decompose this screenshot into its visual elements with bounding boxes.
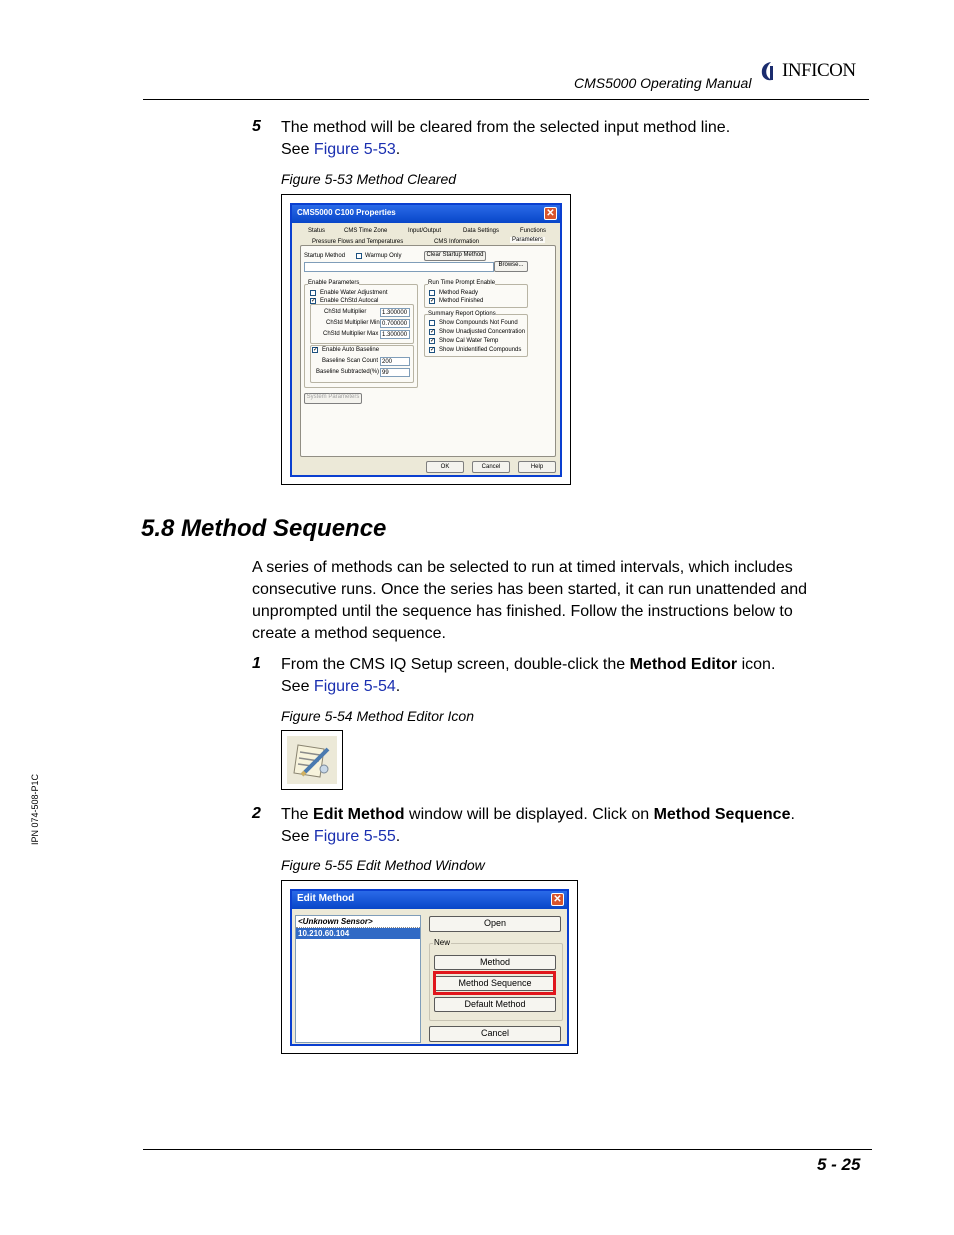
system-parameters-button[interactable]: System Parameters — [304, 393, 362, 404]
method-finished-checkbox[interactable]: ✓ — [430, 298, 436, 304]
figure-caption: Figure 5-54 Method Editor Icon — [281, 708, 474, 724]
footer-rule — [143, 1149, 872, 1150]
chstd-min-label: ChStd Multiplier Min — [326, 320, 380, 326]
list-item[interactable]: <Unknown Sensor> — [296, 916, 420, 928]
chstd-max-field[interactable]: 1.300000 — [380, 330, 410, 339]
method-sequence-bold: Method Sequence — [653, 806, 791, 823]
tab-functions[interactable]: Functions — [520, 228, 547, 234]
unadjusted-checkbox[interactable]: ✓ — [430, 329, 436, 335]
auto-baseline-checkbox[interactable]: ✓ — [313, 347, 319, 353]
cal-water-checkbox[interactable]: ✓ — [430, 338, 436, 344]
new-group-label: New — [434, 938, 451, 947]
section-heading: 5.8 Method Sequence — [141, 515, 387, 542]
inficon-logo-icon — [758, 60, 780, 82]
window-title: CMS5000 C100 Properties — [297, 208, 396, 217]
tab-time-zone[interactable]: CMS Time Zone — [344, 228, 388, 234]
chstd-label: Enable ChStd Autocal — [320, 298, 379, 304]
see-text: See — [281, 678, 314, 695]
step-number: 2 — [252, 805, 261, 822]
step-text-pre: From the CMS IQ Setup screen, double-click the — [281, 656, 630, 673]
open-button[interactable]: Open — [429, 916, 561, 932]
baseline-scan-label: Baseline Scan Count — [322, 358, 379, 364]
intro-line: create a method sequence. — [252, 625, 446, 642]
run-time-prompt-group — [424, 284, 528, 308]
close-icon[interactable]: ✕ — [551, 893, 564, 906]
browse-button[interactable]: Browse... — [494, 261, 528, 272]
summary-label: Summary Report Options — [428, 311, 496, 317]
water-label: Enable Water Adjustment — [320, 290, 388, 296]
tab-parameters[interactable]: Parameters — [512, 237, 544, 243]
chstd-mult-label: ChStd Multiplier — [324, 309, 367, 315]
not-found-label: Show Compounds Not Found — [439, 320, 518, 326]
method-sequence-button[interactable]: Method Sequence — [434, 976, 556, 991]
cancel-button[interactable]: Cancel — [472, 461, 510, 473]
baseline-scan-field[interactable]: 200 — [380, 357, 410, 366]
tab-input-output[interactable]: Input/Output — [408, 228, 442, 234]
method-editor-icon[interactable] — [290, 739, 334, 781]
help-button[interactable]: Help — [518, 461, 556, 473]
see-text: See — [281, 141, 314, 158]
baseline-sub-field[interactable]: 99 — [380, 368, 410, 377]
default-method-button[interactable]: Default Method — [434, 997, 556, 1012]
figure-link[interactable]: Figure 5-54 — [313, 678, 396, 695]
tab-cms-information[interactable]: CMS Information — [434, 239, 480, 245]
step-text-mid: window will be displayed. Click on — [404, 806, 654, 823]
method-finished-label: Method Finished — [439, 298, 484, 304]
unidentified-checkbox[interactable]: ✓ — [430, 347, 436, 353]
figure-frame — [281, 730, 343, 790]
step-see-line — [281, 139, 861, 161]
header-title: CMS5000 Operating Manual — [574, 75, 752, 91]
period: . — [790, 806, 795, 823]
document-ipn: IPN 074-508-P1C — [30, 773, 40, 845]
intro-paragraph — [252, 557, 862, 645]
properties-window — [290, 203, 562, 477]
edit-method-bold: Edit Method — [313, 806, 405, 823]
window-title: Edit Method — [297, 893, 355, 904]
list-item-selected[interactable]: 10.210.60.104 — [296, 928, 420, 939]
baseline-sub-label: Baseline Subtracted(%) — [316, 369, 380, 375]
figure-link[interactable]: Figure 5-55 — [313, 828, 396, 845]
startup-method-field[interactable] — [304, 262, 494, 272]
page-number: 5 - 25 — [817, 1155, 861, 1174]
run-time-prompt-label: Run Time Prompt Enable — [428, 280, 496, 286]
tab-status[interactable]: Status — [308, 228, 326, 234]
figure-frame — [281, 880, 578, 1054]
tab-pressure[interactable]: Pressure Flows and Temperatures — [312, 239, 404, 245]
step-text — [281, 654, 861, 698]
edit-method-window — [290, 889, 569, 1046]
step-text-post: icon. — [737, 656, 776, 673]
window-titlebar — [292, 891, 567, 909]
chstd-checkbox[interactable]: ✓ — [311, 298, 317, 304]
chstd-mult-field[interactable]: 1.300000 — [380, 308, 410, 317]
method-ready-checkbox[interactable] — [429, 290, 435, 296]
window-titlebar — [292, 205, 560, 223]
method-ready-label: Method Ready — [439, 290, 479, 296]
step-line — [281, 804, 861, 826]
intro-line: A series of methods can be selected to run at timed intervals, which includes — [252, 559, 793, 576]
unidentified-label: Show Unidentified Compounds — [439, 347, 522, 353]
inficon-logo — [758, 58, 873, 84]
header-rule — [143, 99, 869, 100]
clear-startup-button[interactable]: Clear Startup Method — [424, 251, 486, 261]
ok-button[interactable]: OK — [426, 461, 464, 473]
step-text — [281, 117, 861, 161]
not-found-checkbox[interactable] — [429, 320, 435, 326]
unadjusted-label: Show Unadjusted Concentration — [439, 329, 526, 335]
cancel-button[interactable]: Cancel — [429, 1026, 561, 1042]
water-checkbox[interactable] — [310, 290, 316, 296]
step-line — [281, 654, 861, 676]
method-button[interactable]: Method — [434, 955, 556, 970]
warmup-checkbox[interactable] — [356, 253, 362, 259]
see-text: See — [281, 828, 314, 845]
step-see-line — [281, 676, 861, 698]
period: . — [395, 141, 401, 158]
period: . — [395, 678, 401, 695]
close-icon[interactable]: ✕ — [544, 207, 557, 220]
intro-line: unprompted until the sequence has finished. Follow the instructions below to — [252, 603, 793, 620]
step-line: The method will be cleared from the selected input method line. — [281, 119, 731, 136]
chstd-min-field[interactable]: 0.700000 — [380, 319, 410, 328]
step-number: 5 — [252, 118, 261, 135]
warmup-label: Warmup Only — [365, 253, 402, 259]
method-editor-bold: Method Editor — [629, 656, 738, 673]
period: . — [395, 828, 401, 845]
step-see-line — [281, 826, 861, 848]
sensor-list[interactable] — [295, 915, 421, 1043]
enable-params-label: Enable Parameters — [308, 280, 360, 286]
figure-link[interactable]: Figure 5-53 — [313, 141, 396, 158]
figure-caption: Figure 5-55 Edit Method Window — [281, 857, 485, 873]
logo-text: INFICON — [782, 60, 856, 81]
figure-frame — [281, 194, 571, 485]
step-number: 1 — [252, 655, 261, 672]
auto-baseline-label: Enable Auto Baseline — [322, 347, 380, 353]
startup-method-label: Startup Method — [304, 253, 346, 259]
step-text-pre: The — [281, 806, 314, 823]
cal-water-label: Show Cal Water Temp — [439, 338, 499, 344]
chstd-max-label: ChStd Multiplier Max — [323, 331, 379, 337]
highlight-box — [433, 971, 556, 995]
intro-line: consecutive runs. Once the series has been started, it can run unattended and — [252, 581, 808, 598]
figure-caption: Figure 5-53 Method Cleared — [281, 171, 457, 187]
step-text — [281, 804, 861, 848]
tab-data-settings[interactable]: Data Settings — [463, 228, 500, 234]
